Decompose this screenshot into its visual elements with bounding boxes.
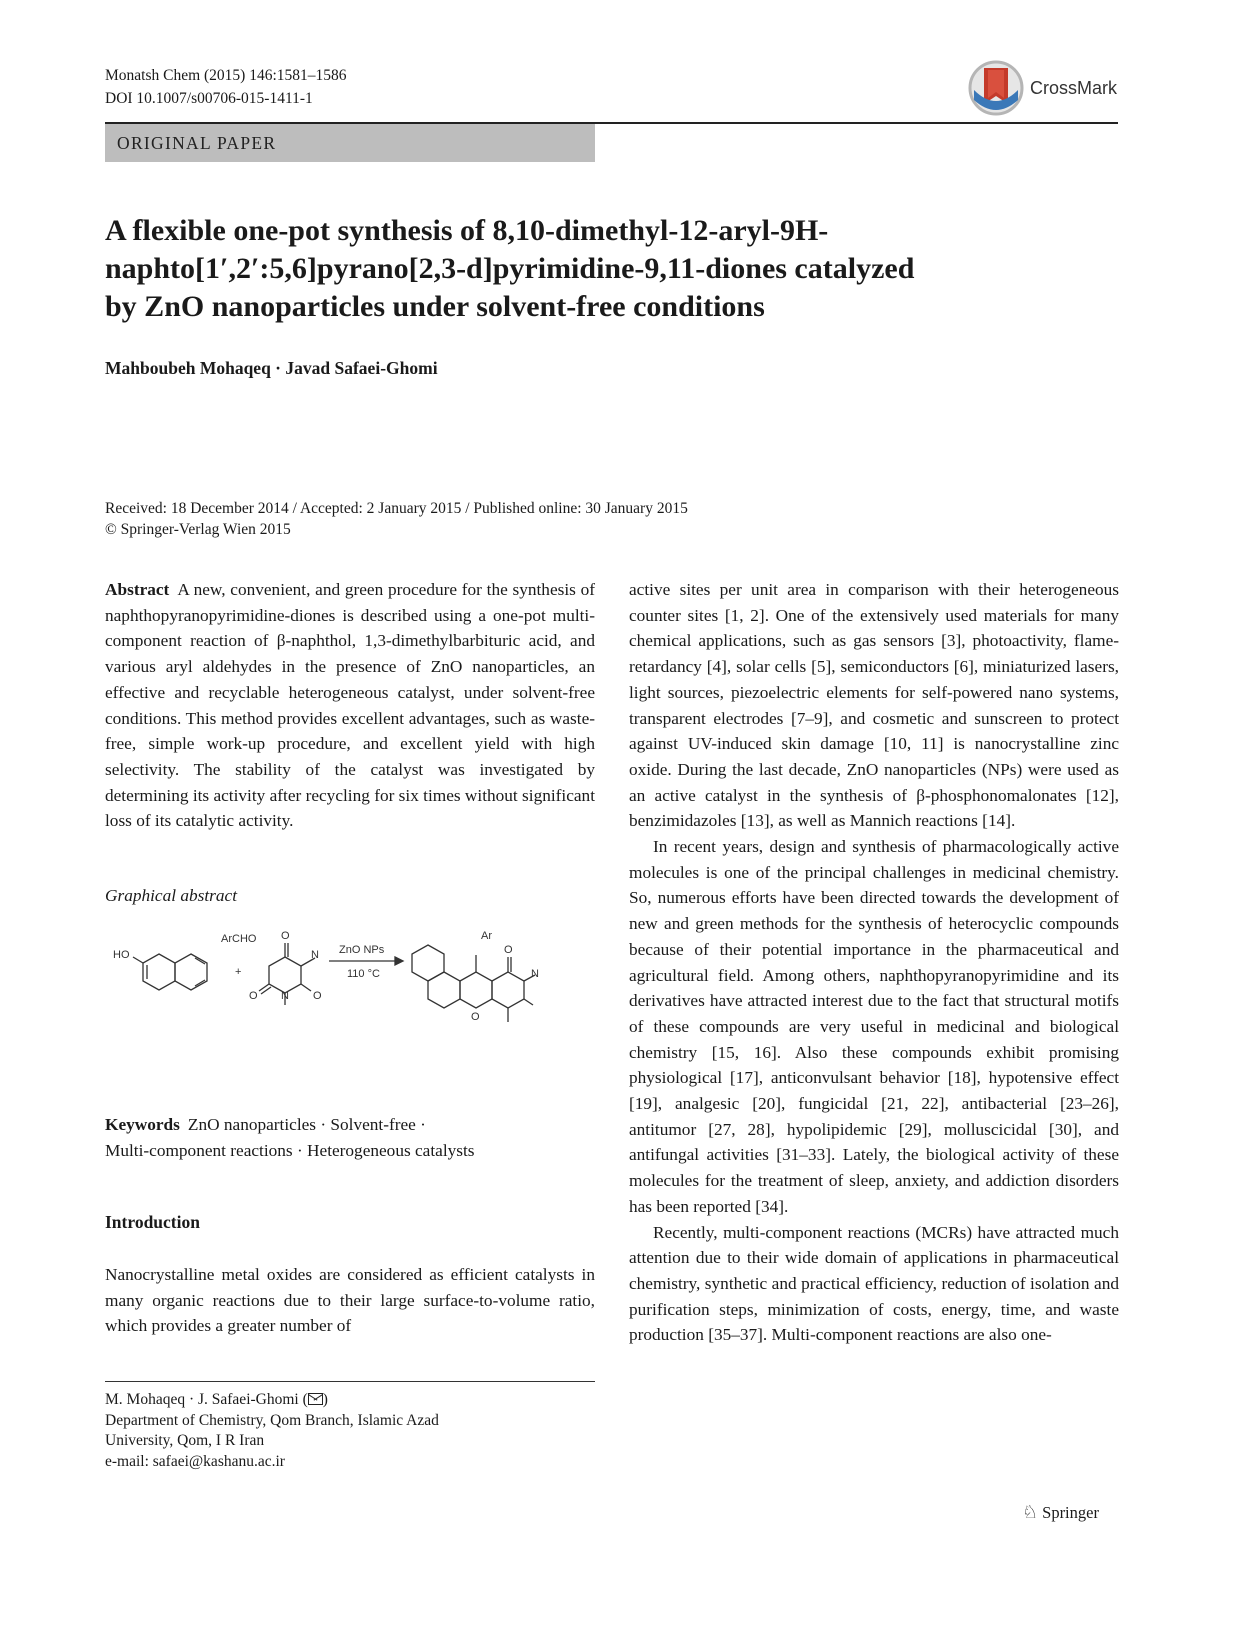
publication-dates (105, 498, 688, 540)
scheme-o-right: O (313, 990, 322, 1002)
reaction-scheme (105, 925, 595, 1060)
author-email[interactable]: e-mail: safaei@kashanu.ac.ir (105, 1452, 285, 1470)
scheme-n-bottom: N (281, 990, 289, 1002)
scheme-ho-label: HO (113, 949, 130, 961)
journal-citation (105, 64, 347, 110)
paragraph-1: active sites per unit area in comparison with their heterogeneous counter sites [1, 2]. One of the extensively used materials for many chemical applications, such as gas sensors [3], photoactivity, flame-retardancy [4], solar cells [5], semiconductors [6], miniaturized lasers, light sources, piezoelectric elements for self-powered nano systems, transparent electrodes [7–9], and cosmetic and sunscreen to protect against UV-induced skin damage [10, 11] is nanocrystalline zinc oxide. During the last decade, ZnO nanoparticles (NPs) were used as an active catalyst in the synthesis of β-phosphonomalonates [12], benzimidazoles [13], as well as Mannich reactions [14]. (629, 580, 1119, 831)
scheme-temperature-label: 110 °C (347, 968, 380, 980)
affiliation-line-1: Department of Chemistry, Qom Branch, Islamic Azad (105, 1411, 439, 1429)
journal-volume-line: Monatsh Chem (2015) 146:1581–1586 (105, 67, 347, 84)
envelope-icon (308, 1393, 323, 1405)
keywords (105, 1112, 595, 1163)
scheme-o-top: O (281, 930, 290, 942)
scheme-plus: + (235, 966, 242, 978)
copyright: © Springer-Verlag Wien 2015 (105, 521, 291, 538)
scheme-o-product: O (504, 944, 513, 956)
introduction-heading: Introduction (105, 1212, 200, 1232)
doi-line[interactable]: DOI 10.1007/s00706-015-1411-1 (105, 90, 313, 107)
title-line-3: by ZnO nanoparticles under solvent-free conditions (105, 290, 765, 323)
abstract-label: Abstract (105, 580, 170, 599)
affiliation-line-2: University, Qom, I R Iran (105, 1432, 265, 1449)
beta-naphthol-structure (133, 954, 207, 990)
title-line-1: A flexible one-pot synthesis of 8,10-dimethyl-12-aryl-9H- (105, 214, 829, 247)
abstract-text: A new, convenient, and green procedure for the synthesis of naphthopyranopyrimidine-diones is described using a one-pot multi-component reaction of β-naphthol, 1,3-dimethylbarbituric acid, and various aryl aldehydes in the presence of ZnO nanoparticles, an effective and recyclable heterogeneous catalyst, under solvent-free conditions. This method provides excellent advantages, such as waste-free, simple work-up procedure, and excellent yield with high selectivity. The stability of the catalyst was investigated by determining its activity after recycling for six times without significant loss of its catalytic activity. (105, 580, 595, 831)
paragraph-2: In recent years, design and synthesis of pharmacologically active molecules is one of the principal challenges in medicinal chemistry. So, numerous efforts have been directed towards the development of new and green methods for the synthesis of heterocyclic compounds because of their potential importance in the pharmaceutical and agricultural field. Among others, naphthopyranopyrimidine and its derivatives have attracted interest due to the fact that structural motifs of these compounds are very useful in medicinal and biological chemistry [15, 16]. Also these compounds exhibit promising physiological [17], anticonvulsant behavior [18], hypotensive effect [19], analgesic [20], fungicidal [21, 22], antibacterial [23–26], antitumor [27, 28], hypolipidemic [29], molluscicidal [30], and antifungal activities [31–33]. Lately, the biological activity of these molecules for the treatment of sleep, anxiety, and addiction disorders has been reported [34]. (629, 837, 1119, 1216)
title-line-2: naphto[1′,2′:5,6]pyrano[2,3-d]pyrimidine-9,11-diones catalyzed (105, 252, 915, 285)
introduction-text: Nanocrystalline metal oxides are considered as efficient catalysts in many organic reactions due to their large surface-to-volume ratio, which provides a greater number of (105, 1265, 595, 1336)
keywords-line-2: Multi-component reactions · Heterogeneous catalysts (105, 1140, 475, 1160)
crossmark-icon (968, 60, 1026, 118)
scheme-ar-label: Ar (481, 930, 492, 942)
section-banner (105, 124, 595, 162)
scheme-ring-o: O (471, 1011, 480, 1023)
scheme-reagent-label: ArCHO (221, 933, 257, 945)
scheme-n-product: N (531, 968, 539, 980)
springer-horse-icon: ♘ (1022, 1502, 1039, 1522)
publisher-name: Springer (1042, 1503, 1099, 1522)
scheme-catalyst-label: ZnO NPs (339, 944, 385, 956)
corresponding-authors: M. Mohaqeq · J. Safaei-Ghomi ( (105, 1391, 308, 1408)
graphical-abstract-label: Graphical abstract (105, 886, 238, 905)
history-dates: Received: 18 December 2014 / Accepted: 2 January 2015 / Published online: 30 January 2015 (105, 500, 688, 517)
keywords-label: Keywords (105, 1115, 180, 1134)
abstract (105, 577, 595, 834)
right-column-text (629, 577, 1119, 1348)
author-list: Mahboubeh Mohaqeq · Javad Safaei-Ghomi (105, 358, 438, 378)
paragraph-3: Recently, multi-component reactions (MCRs) have attracted much attention due to their wide domain of applications in pharmaceutical chemistry, synthetic and practical efficiency, reduction of isolation and purification steps, minimization of costs, energy, time, and waste production [35–37]. Multi-component reactions are also one- (629, 1222, 1119, 1345)
crossmark-label: CrossMark (1030, 78, 1118, 98)
article-title (105, 212, 1105, 326)
scheme-n-right: N (311, 949, 319, 961)
corresponding-authors-close: ) (322, 1391, 328, 1408)
keywords-line-1: ZnO nanoparticles · Solvent-free · (187, 1115, 426, 1134)
footnote-rule (105, 1381, 595, 1382)
publisher-logo (1022, 1502, 1099, 1523)
section-label: ORIGINAL PAPER (117, 133, 277, 153)
crossmark-badge[interactable] (968, 60, 1118, 116)
scheme-o-left: O (249, 990, 258, 1002)
author-affiliation (105, 1390, 439, 1472)
